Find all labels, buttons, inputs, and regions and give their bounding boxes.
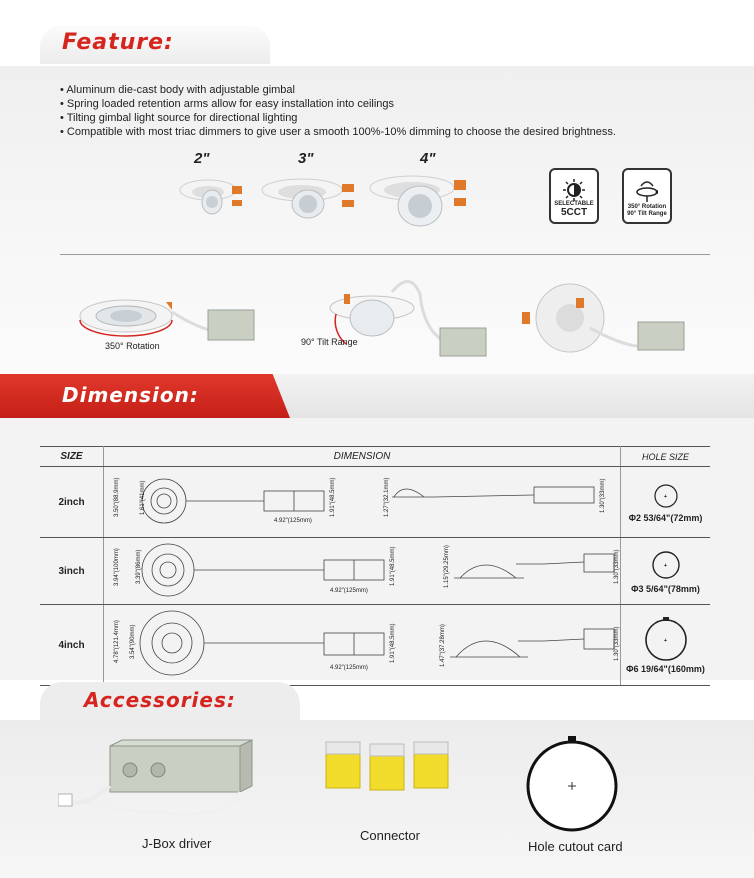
box-height-label: 1.30"(33mm) (614, 626, 620, 661)
hole-size-cell (621, 538, 711, 605)
rotation-caption: 350° Rotation (105, 341, 160, 351)
svg-text:+: + (663, 494, 667, 500)
accessories-title: Accessories: (84, 688, 236, 712)
hole-cutout-card-label: Hole cutout card (528, 839, 623, 854)
badge-rotation-caption: 350° Rotation (627, 204, 667, 210)
front-height-label: 1.61"(41mm) (140, 480, 146, 515)
rotation-icon (633, 180, 661, 204)
svg-text:+: + (663, 638, 667, 644)
hole-size-label: Φ6 19/64"(160mm) (626, 664, 705, 674)
jbox-driver-label: J-Box driver (142, 836, 212, 851)
dimension-table-header (40, 447, 710, 467)
feature-bullet: • Compatible with most triac dimmers to give user a smooth 100%-10% dimming to choose the desired brightness. (60, 125, 616, 139)
svg-text:+: + (663, 563, 667, 569)
dimension-drawing-2inch (104, 467, 620, 537)
front-width-label: 3.94"(100mm) (114, 548, 120, 586)
accessories-header (0, 680, 754, 722)
back-view-image (520, 274, 720, 364)
feature-divider (60, 254, 710, 255)
driver-height-label: 1.91"(48.5mm) (330, 477, 336, 517)
dimension-title: Dimension: (62, 383, 199, 407)
dimension-drawing-cell (104, 467, 621, 538)
driver-height-label: 1.91"(48.5mm) (390, 623, 396, 663)
size-cell: 2inch (40, 467, 104, 538)
dimension-drawing-cell (104, 538, 621, 605)
tilt-caption: 90° Tilt Range (301, 337, 358, 347)
size-cell: 4inch (40, 605, 104, 686)
feature-bullet: • Spring loaded retention arms allow for easy installation into ceilings (60, 97, 616, 111)
dimension-drawing-4inch (104, 605, 620, 685)
driver-width-label: 4.92"(125mm) (330, 588, 368, 594)
rotation-demo-image (70, 280, 270, 360)
front-height-label: 3.39"(86mm) (136, 549, 142, 584)
driver-width-label: 4.92"(125mm) (274, 518, 312, 524)
size-column-header: SIZE (40, 447, 104, 467)
side-height-label: 1.15"(29.25mm) (444, 545, 450, 588)
hole-size-column-header: HOLE SIZE (621, 447, 711, 467)
feature-bullet: • Aluminum die-cast body with adjustable gimbal (60, 83, 616, 97)
feature-header (0, 18, 754, 68)
hole-size-cell (621, 605, 711, 686)
hole-size-cell (621, 467, 711, 538)
hole-circle-3inch-icon (649, 548, 683, 582)
badge-cct-value: 5CCT (560, 207, 588, 218)
front-height-label: 3.54"(90mm) (130, 624, 136, 659)
table-row (40, 605, 710, 686)
connector-image (322, 740, 452, 800)
dimension-header-strip (270, 374, 754, 418)
box-height-label: 1.30"(33mm) (614, 549, 620, 584)
size-label-3: 3" (298, 150, 314, 167)
size-cell: 3inch (40, 538, 104, 605)
feature-bullet: • Tilting gimbal light source for directional lighting (60, 111, 616, 125)
downlight-4inch-image (368, 166, 468, 232)
dimension-column-header: DIMENSION (104, 447, 621, 467)
side-height-label: 1.47"(37.28mm) (440, 624, 446, 667)
downlight-2inch-image (176, 168, 248, 228)
dimension-table (40, 446, 710, 686)
jbox-driver-image (58, 736, 258, 826)
size-label-4: 4" (420, 150, 436, 167)
side-height-label: 1.27"(32.1mm) (384, 477, 390, 517)
connector-label: Connector (360, 828, 420, 843)
table-row (40, 538, 710, 605)
hole-circle-2inch-icon (651, 481, 681, 511)
box-height-label: 1.30"(33mm) (600, 478, 606, 513)
size-label-2: 2" (194, 150, 210, 167)
dimension-drawing-3inch (104, 538, 620, 604)
dimension-drawing-cell (104, 605, 621, 686)
driver-height-label: 1.91"(48.5mm) (390, 546, 396, 586)
downlight-3inch-image (258, 168, 358, 228)
sun-icon (561, 179, 587, 201)
dimension-header (0, 374, 754, 418)
front-width-label: 4.78"(121.4mm) (114, 620, 120, 663)
hole-circle-4inch-icon (641, 616, 691, 662)
feature-bullet-list (60, 83, 616, 139)
feature-title: Feature: (62, 30, 174, 55)
tilt-demo-image (300, 274, 500, 364)
badge-tilt-caption: 90° Tilt Range (627, 211, 667, 217)
hole-size-label: Φ2 53/64"(72mm) (628, 513, 703, 523)
hole-cutout-card-image (522, 734, 624, 834)
rotation-tilt-badge (622, 168, 672, 224)
table-row (40, 467, 710, 538)
driver-width-label: 4.92"(125mm) (330, 665, 368, 671)
front-width-label: 3.50"(88.9mm) (114, 477, 120, 517)
hole-size-label: Φ3 5/64"(78mm) (631, 584, 700, 594)
selectable-5cct-badge (549, 168, 599, 224)
badge-cct-caption: SELECTABLE (554, 201, 594, 207)
